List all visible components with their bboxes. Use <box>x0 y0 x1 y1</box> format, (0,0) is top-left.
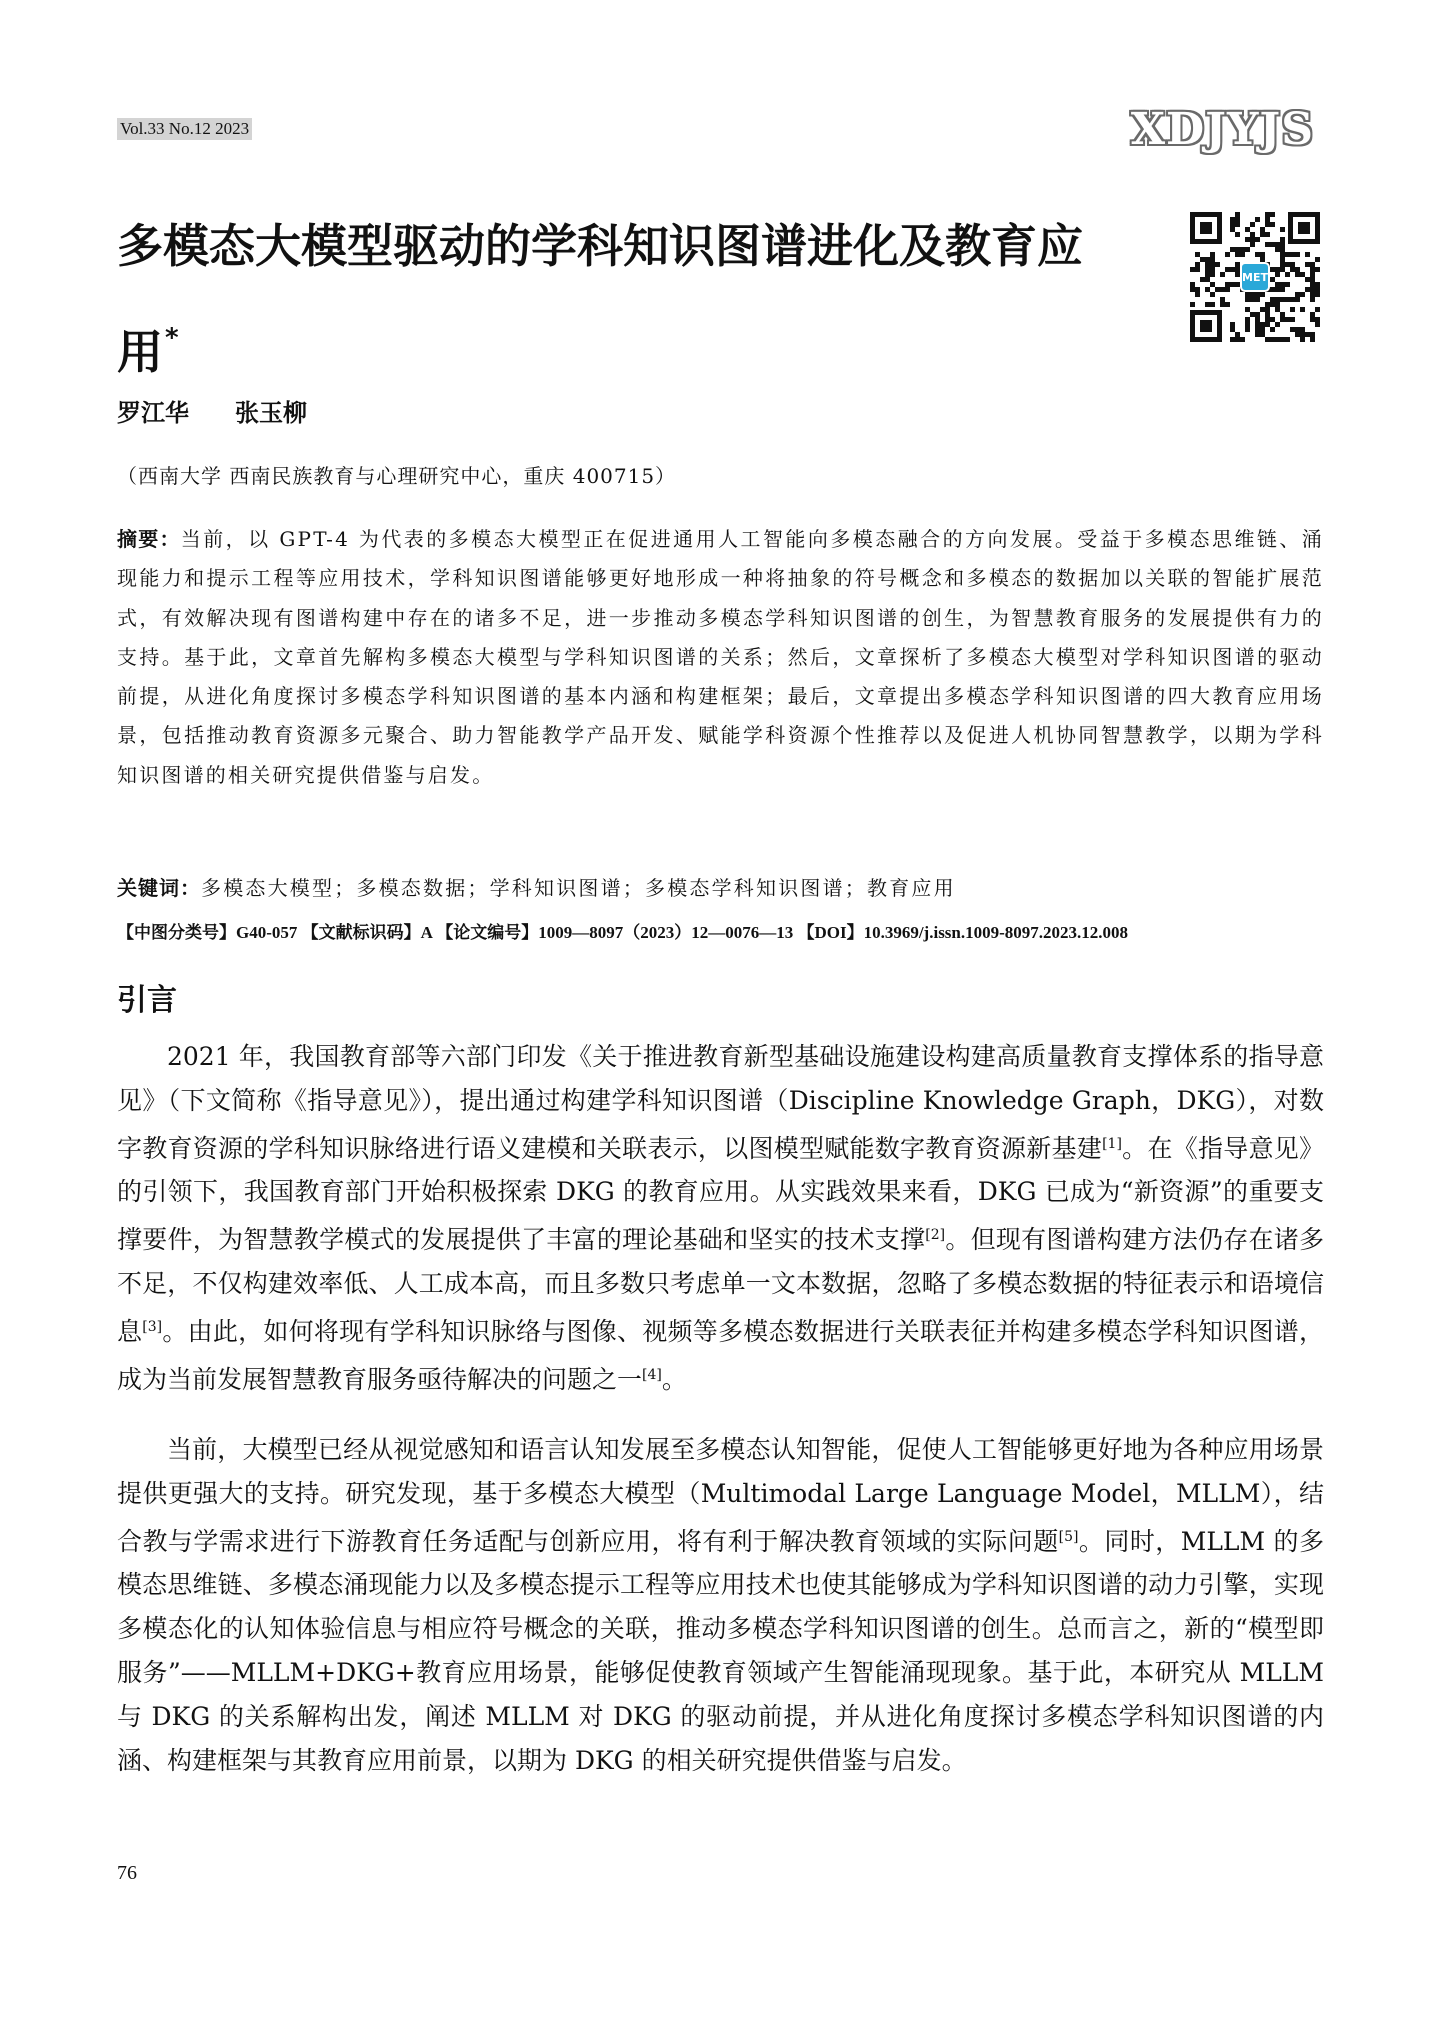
abstract-text: 当前，以 GPT-4 为代表的多模态大模型正在促进通用人工智能向多模态融合的方向发展。受益于多模态思维链、涌现能力和提示工程等应用技术，学科知识图谱能够更好地形成一种将抽象的符号概念和多模态的数据加以关联的智能扩展范式，有效解决现有图谱构建中存在的诸多不足，进一步推动多模态学科知识图谱的创生，为智慧教育服务的发展提供有力的支持。基于此，文章首先解构多模态大模型与学科知识图谱的关系；然后，文章探析了多模态大模型对学科知识图谱的驱动前提，从进化角度探讨多模态学科知识图谱的基本内涵和构建框架；最后，文章提出多模态学科知识图谱的四大教育应用场景，包括推动教育资源多元聚合、助力智能教学产品开发、赋能学科资源个性推荐以及促进人机协同智慧教学，以期为学科知识图谱的相关研究提供借鉴与启发。 <box>117 527 1325 787</box>
volume-label: Vol.33 No.12 2023 <box>117 118 252 140</box>
paper-title <box>117 200 1117 398</box>
body-text-run: 2021 年，我国教育部等六部门印发《关于推进教育新型基础设施建设构建高质量教育支撑体系的指导意见》（下文简称《指导意见》），提出通过构建学科知识图谱（Discipline Knowledge Graph，DKG），对数字教育资源的学科知识脉络进行语义建模和关联表示，以图模型赋能数字教育资源新基建 <box>117 1042 1324 1163</box>
author-name: 罗江华 <box>117 399 189 427</box>
citation-ref[interactable]: [4] <box>642 1366 662 1383</box>
author-list <box>117 393 307 428</box>
page-number: 76 <box>117 1862 137 1884</box>
title-footnote-marker: * <box>165 323 179 353</box>
citation-ref[interactable]: [2] <box>925 1227 946 1244</box>
citation-ref[interactable]: [5] <box>1058 1528 1079 1545</box>
abstract-label: 摘要： <box>117 527 181 551</box>
body-text-run: 。 <box>661 1364 687 1394</box>
keywords-text: 多模态大模型；多模态数据；学科知识图谱；多模态学科知识图谱；教育应用 <box>201 876 956 900</box>
body-paragraph-1 <box>117 1035 1324 1401</box>
body-text-run: 。在《指导意见》的引领下，我国教育部门开始积极探索 DKG 的教育应用。从实践效果来看，DKG 已成为“新资源”的重要支撑要件，为智慧教学模式的发展提供了丰富的理论基础和坚实的技术支撑 <box>117 1133 1324 1255</box>
keywords <box>117 872 956 901</box>
body-paragraph-2 <box>117 1428 1324 1782</box>
section-title: 引言 <box>117 983 177 1018</box>
body-text-run: 。但现有图谱构建方法仍存在诸多不足，不仅构建效率低、人工成本高，而且多数只考虑单一文本数据，忽略了多模态数据的特征表示和语境信息 <box>117 1225 1324 1346</box>
classification-line: 【中图分类号】G40-057 【文献标识码】A 【论文编号】1009—8097（2023）12—0076—13 【DOI】10.3969/j.issn.1009-8097.2023.12.008 <box>117 923 1129 942</box>
keywords-label: 关键词： <box>117 876 201 900</box>
affiliation: （西南大学 西南民族教育与心理研究中心，重庆 400715） <box>117 464 677 488</box>
citation-ref[interactable]: [3] <box>142 1318 163 1335</box>
qr-code-icon[interactable] <box>1190 212 1320 342</box>
body-text-run: 。同时，MLLM 的多模态思维链、多模态涌现能力以及多模态提示工程等应用技术也使其能够成为学科知识图谱的动力引擎，实现多模态化的认知体验信息与相应符号概念的关联，推动多模态学科知识图谱的创生。总而言之，新的“模型即服务”——MLLM+DKG+教育应用场景，能够促使教育领域产生智能涌现现象。基于此，本研究从 MLLM 与 DKG 的关系解构出发，阐述 MLLM 对 DKG 的驱动前提，并从进化角度探讨多模态学科知识图谱的内涵、构建框架与其教育应用前景，以期为 DKG 的相关研究提供借鉴与启发。 <box>117 1526 1324 1775</box>
citation-ref[interactable]: [1] <box>1102 1135 1122 1152</box>
abstract <box>117 520 1324 795</box>
author-name: 张玉柳 <box>235 399 307 427</box>
journal-logo: XDJYJS <box>1130 104 1314 155</box>
title-text: 多模态大模型驱动的学科知识图谱进化及教育应用 <box>117 219 1083 379</box>
body-text-run: 。由此，如何将现有学科知识脉络与图像、视频等多模态数据进行关联表征并构建多模态学科知识图谱，成为当前发展智慧教育服务亟待解决的问题之一 <box>117 1316 1324 1394</box>
qr-center-label: MET <box>1242 271 1268 284</box>
body-text-run: 当前，大模型已经从视觉感知和语言认知发展至多模态认知智能，促使人工智能够更好地为各种应用场景提供更强大的支持。研究发现，基于多模态大模型（Multimodal Large Language Model，MLLM），结合教与学需求进行下游教育任务适配与创新应用，将有利于解决教育领域的实际问题 <box>117 1435 1324 1556</box>
